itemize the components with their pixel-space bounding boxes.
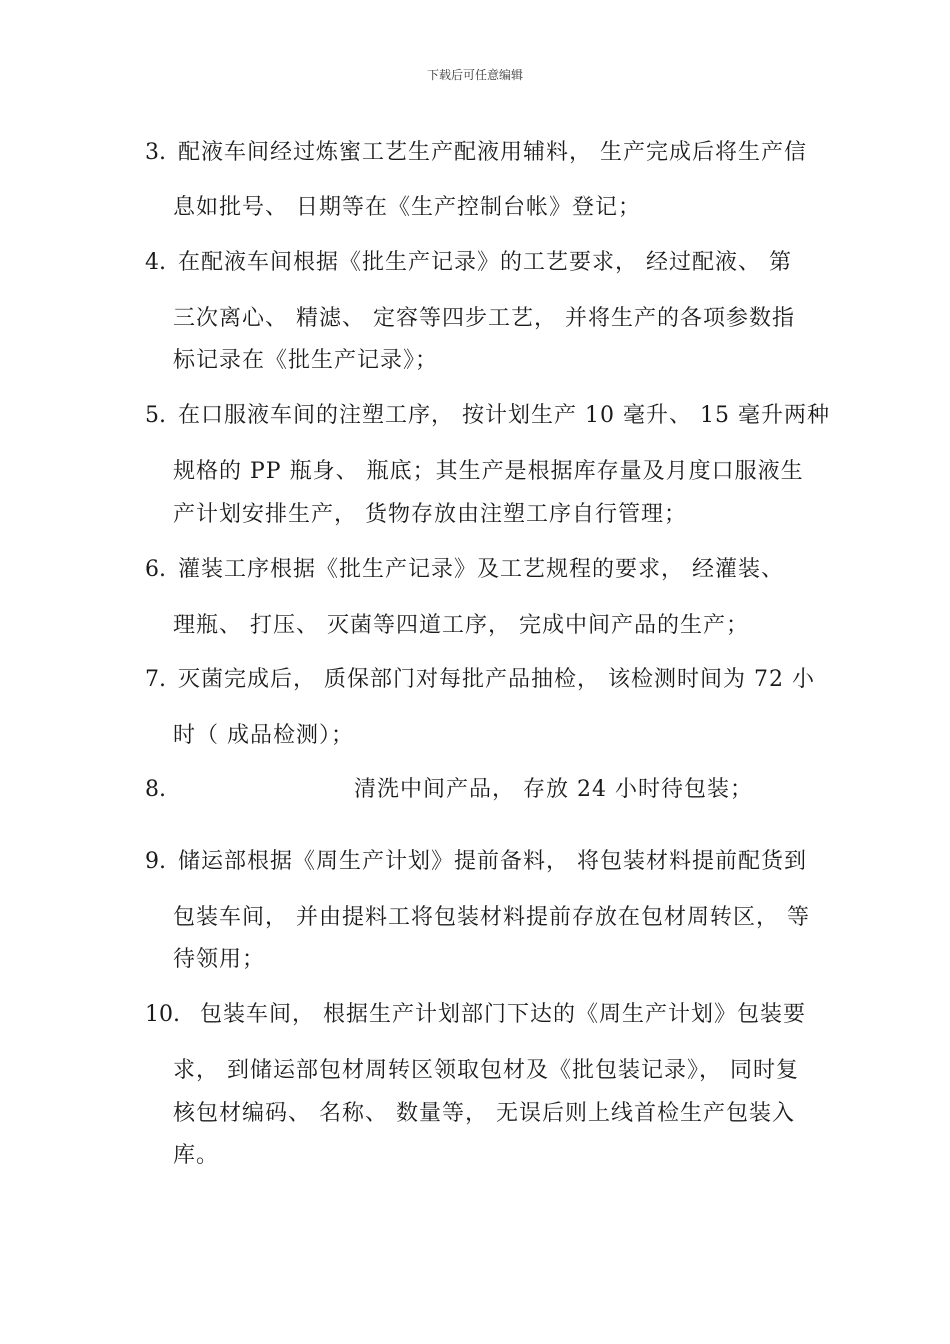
item-number: 10. [145, 1002, 180, 1027]
paragraph-line: 储运部根据《周生产计划》提前备料， 将包装材料提前配货到 [178, 849, 807, 874]
paragraph-line: 时（ 成品检测）； [173, 723, 354, 748]
item-number: 5. [145, 403, 166, 428]
paragraph-line: 理瓶、 打压、 灭菌等四道工序， 完成中间产品的生产； [173, 613, 749, 638]
paragraph-line: 包装车间， 根据生产计划部门下达的《周生产计划》包装要 [200, 1002, 806, 1027]
paragraph-line: 三次离心、 精滤、 定容等四步工艺， 并将生产的各项参数指 [173, 306, 795, 331]
item-number: 8. [145, 777, 166, 802]
paragraph-line: 灭菌完成后， 质保部门对每批产品抽检， 该检测时间为 72 小 [178, 667, 815, 692]
paragraph-line: 库。 [173, 1143, 220, 1168]
paragraph-line: 灌装工序根据《批生产记录》及工艺规程的要求， 经灌装、 [178, 557, 784, 582]
paragraph-line: 规格的 PP 瓶身、 瓶底；其生产是根据库存量及月度口服液生 [173, 459, 804, 484]
item-number: 7. [145, 667, 166, 692]
paragraph-line: 息如批号、 日期等在《生产控制台帐》登记； [173, 195, 641, 220]
paragraph-line: 标记录在《批生产记录》； [173, 348, 439, 373]
paragraph-line: 产计划安排生产， 货物存放由注塑工序自行管理； [173, 502, 687, 527]
paragraph-line: 包装车间， 并由提料工将包装材料提前存放在包材周转区， 等 [173, 905, 810, 930]
item-number: 3. [145, 140, 166, 165]
page-header-note: 下载后可任意编辑 [426, 68, 523, 82]
paragraph-line: 核包材编码、 名称、 数量等， 无误后则上线首检生产包装入 [173, 1101, 795, 1126]
item-number: 4. [145, 250, 166, 275]
paragraph-line: 配液车间经过炼蜜工艺生产配液用辅料， 生产完成后将生产信 [178, 140, 807, 165]
paragraph-line: 待领用； [173, 947, 266, 972]
item-number: 6. [145, 557, 166, 582]
paragraph-line: 清洗中间产品， 存放 24 小时待包装； [354, 777, 753, 802]
paragraph-line: 求， 到储运部包材周转区领取包材及《批包装记录》， 同时复 [173, 1058, 799, 1083]
item-number: 9. [145, 849, 166, 874]
paragraph-line: 在口服液车间的注塑工序， 按计划生产 10 毫升、 15 毫升两种 [178, 403, 830, 428]
paragraph-line: 在配液车间根据《批生产记录》的工艺要求， 经过配液、 第 [178, 250, 792, 275]
